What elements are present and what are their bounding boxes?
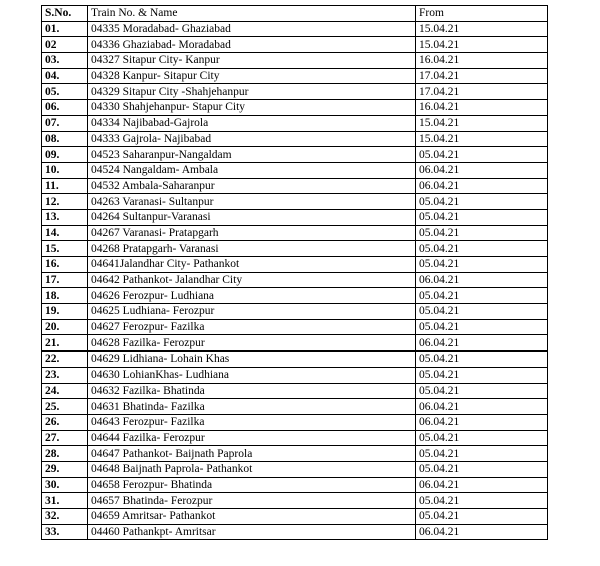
row-serial-number: 18. bbox=[42, 288, 88, 304]
table-row bbox=[42, 477, 548, 493]
table-row bbox=[42, 272, 548, 288]
row-train-name: 04641Jalandhar City- Pathankot bbox=[88, 257, 416, 273]
row-from-date: 05.04.21 bbox=[416, 509, 548, 525]
row-serial-number: 33. bbox=[42, 524, 88, 540]
row-train-name: 04524 Nangaldam- Ambala bbox=[88, 162, 416, 178]
row-from-date: 06.04.21 bbox=[416, 162, 548, 178]
row-serial-number: 17. bbox=[42, 272, 88, 288]
table-row bbox=[42, 147, 548, 163]
table-row bbox=[42, 493, 548, 509]
table-row bbox=[42, 524, 548, 540]
row-serial-number: 06. bbox=[42, 100, 88, 116]
table-row bbox=[42, 162, 548, 178]
table-row bbox=[42, 194, 548, 210]
table-row bbox=[42, 509, 548, 525]
row-serial-number: 20. bbox=[42, 319, 88, 335]
row-serial-number: 32. bbox=[42, 509, 88, 525]
table-row bbox=[42, 430, 548, 446]
row-from-date: 05.04.21 bbox=[416, 241, 548, 257]
table-row bbox=[42, 37, 548, 53]
row-train-name: 04625 Ludhiana- Ferozpur bbox=[88, 304, 416, 320]
table-row bbox=[42, 225, 548, 241]
train-schedule-table-wrapper bbox=[41, 5, 547, 540]
row-serial-number: 27. bbox=[42, 430, 88, 446]
table-row bbox=[42, 367, 548, 383]
table-row bbox=[42, 288, 548, 304]
row-train-name: 04328 Kanpur- Sitapur City bbox=[88, 68, 416, 84]
row-serial-number: 10. bbox=[42, 162, 88, 178]
table-row bbox=[42, 178, 548, 194]
row-serial-number: 13. bbox=[42, 209, 88, 225]
row-serial-number: 14. bbox=[42, 225, 88, 241]
row-from-date: 17.04.21 bbox=[416, 68, 548, 84]
row-serial-number: 25. bbox=[42, 399, 88, 415]
row-from-date: 06.04.21 bbox=[416, 272, 548, 288]
table-row bbox=[42, 319, 548, 335]
row-train-name: 04336 Ghaziabad- Moradabad bbox=[88, 37, 416, 53]
row-serial-number: 23. bbox=[42, 367, 88, 383]
row-serial-number: 22. bbox=[42, 351, 88, 367]
row-train-name: 04267 Varanasi- Pratapgarh bbox=[88, 225, 416, 241]
row-from-date: 06.04.21 bbox=[416, 399, 548, 415]
row-from-date: 05.04.21 bbox=[416, 257, 548, 273]
row-from-date: 05.04.21 bbox=[416, 319, 548, 335]
row-train-name: 04335 Moradabad- Ghaziabad bbox=[88, 21, 416, 37]
row-serial-number: 11. bbox=[42, 178, 88, 194]
table-row bbox=[42, 351, 548, 367]
row-from-date: 05.04.21 bbox=[416, 147, 548, 163]
table-row bbox=[42, 53, 548, 69]
row-train-name: 04643 Ferozpur- Fazilka bbox=[88, 414, 416, 430]
row-train-name: 04334 Najibabad-Gajrola bbox=[88, 115, 416, 131]
row-serial-number: 15. bbox=[42, 241, 88, 257]
row-from-date: 05.04.21 bbox=[416, 225, 548, 241]
row-train-name: 04647 Pathankot- Baijnath Paprola bbox=[88, 446, 416, 462]
row-train-name: 04627 Ferozpur- Fazilka bbox=[88, 319, 416, 335]
row-serial-number: 16. bbox=[42, 257, 88, 273]
row-from-date: 05.04.21 bbox=[416, 209, 548, 225]
row-train-name: 04327 Sitapur City- Kanpur bbox=[88, 53, 416, 69]
header-from-date: From bbox=[416, 6, 548, 22]
row-serial-number: 29. bbox=[42, 461, 88, 477]
row-from-date: 05.04.21 bbox=[416, 383, 548, 399]
row-from-date: 17.04.21 bbox=[416, 84, 548, 100]
header-train-name: Train No. & Name bbox=[88, 6, 416, 22]
row-serial-number: 04. bbox=[42, 68, 88, 84]
row-serial-number: 03. bbox=[42, 53, 88, 69]
row-from-date: 06.04.21 bbox=[416, 524, 548, 540]
row-train-name: 04333 Gajrola- Najibabad bbox=[88, 131, 416, 147]
row-from-date: 15.04.21 bbox=[416, 115, 548, 131]
row-from-date: 05.04.21 bbox=[416, 194, 548, 210]
table-row bbox=[42, 399, 548, 415]
row-train-name: 04631 Bhatinda- Fazilka bbox=[88, 399, 416, 415]
row-serial-number: 01. bbox=[42, 21, 88, 37]
row-from-date: 05.04.21 bbox=[416, 367, 548, 383]
row-from-date: 05.04.21 bbox=[416, 351, 548, 367]
table-row bbox=[42, 383, 548, 399]
row-from-date: 05.04.21 bbox=[416, 288, 548, 304]
row-train-name: 04644 Fazilka- Ferozpur bbox=[88, 430, 416, 446]
row-train-name: 04532 Ambala-Saharanpur bbox=[88, 178, 416, 194]
row-train-name: 04264 Sultanpur-Varanasi bbox=[88, 209, 416, 225]
row-from-date: 16.04.21 bbox=[416, 53, 548, 69]
table-row bbox=[42, 446, 548, 462]
row-from-date: 05.04.21 bbox=[416, 446, 548, 462]
table-row bbox=[42, 100, 548, 116]
row-from-date: 15.04.21 bbox=[416, 131, 548, 147]
table-row bbox=[42, 209, 548, 225]
row-from-date: 06.04.21 bbox=[416, 178, 548, 194]
row-train-name: 04629 Lidhiana- Lohain Khas bbox=[88, 351, 416, 367]
row-train-name: 04626 Ferozpur- Ludhiana bbox=[88, 288, 416, 304]
row-serial-number: 28. bbox=[42, 446, 88, 462]
table-row bbox=[42, 257, 548, 273]
row-serial-number: 12. bbox=[42, 194, 88, 210]
table-row bbox=[42, 304, 548, 320]
row-serial-number: 26. bbox=[42, 414, 88, 430]
row-serial-number: 30. bbox=[42, 477, 88, 493]
row-train-name: 04657 Bhatinda- Ferozpur bbox=[88, 493, 416, 509]
row-serial-number: 09. bbox=[42, 147, 88, 163]
row-train-name: 04642 Pathankot- Jalandhar City bbox=[88, 272, 416, 288]
table-row bbox=[42, 461, 548, 477]
row-serial-number: 21. bbox=[42, 335, 88, 351]
row-from-date: 06.04.21 bbox=[416, 335, 548, 351]
row-from-date: 05.04.21 bbox=[416, 430, 548, 446]
row-train-name: 04460 Pathankpt- Amritsar bbox=[88, 524, 416, 540]
table-row bbox=[42, 115, 548, 131]
row-from-date: 15.04.21 bbox=[416, 37, 548, 53]
row-train-name: 04658 Ferozpur- Bhatinda bbox=[88, 477, 416, 493]
row-serial-number: 31. bbox=[42, 493, 88, 509]
row-serial-number: 19. bbox=[42, 304, 88, 320]
row-train-name: 04628 Fazilka- Ferozpur bbox=[88, 335, 416, 351]
table-row bbox=[42, 241, 548, 257]
row-from-date: 05.04.21 bbox=[416, 493, 548, 509]
row-serial-number: 24. bbox=[42, 383, 88, 399]
header-row bbox=[42, 6, 548, 22]
row-train-name: 04648 Baijnath Paprola- Pathankot bbox=[88, 461, 416, 477]
row-serial-number: 07. bbox=[42, 115, 88, 131]
train-schedule-table bbox=[41, 5, 548, 540]
row-train-name: 04329 Sitapur City -Shahjehanpur bbox=[88, 84, 416, 100]
row-from-date: 16.04.21 bbox=[416, 100, 548, 116]
row-from-date: 06.04.21 bbox=[416, 477, 548, 493]
header-sno: S.No. bbox=[42, 6, 88, 22]
row-serial-number: 02 bbox=[42, 37, 88, 53]
table-header bbox=[42, 6, 548, 22]
table-row bbox=[42, 84, 548, 100]
row-serial-number: 05. bbox=[42, 84, 88, 100]
row-serial-number: 08. bbox=[42, 131, 88, 147]
row-train-name: 04659 Amritsar- Pathankot bbox=[88, 509, 416, 525]
row-train-name: 04263 Varanasi- Sultanpur bbox=[88, 194, 416, 210]
row-from-date: 06.04.21 bbox=[416, 414, 548, 430]
table-row bbox=[42, 414, 548, 430]
row-train-name: 04523 Saharanpur-Nangaldam bbox=[88, 147, 416, 163]
table-row bbox=[42, 335, 548, 351]
table-row bbox=[42, 21, 548, 37]
row-train-name: 04630 LohianKhas- Ludhiana bbox=[88, 367, 416, 383]
table-body bbox=[42, 21, 548, 540]
table-row bbox=[42, 68, 548, 84]
row-train-name: 04330 Shahjehanpur- Stapur City bbox=[88, 100, 416, 116]
table-row bbox=[42, 131, 548, 147]
row-train-name: 04268 Pratapgarh- Varanasi bbox=[88, 241, 416, 257]
row-from-date: 05.04.21 bbox=[416, 304, 548, 320]
row-from-date: 15.04.21 bbox=[416, 21, 548, 37]
row-train-name: 04632 Fazilka- Bhatinda bbox=[88, 383, 416, 399]
row-from-date: 05.04.21 bbox=[416, 461, 548, 477]
